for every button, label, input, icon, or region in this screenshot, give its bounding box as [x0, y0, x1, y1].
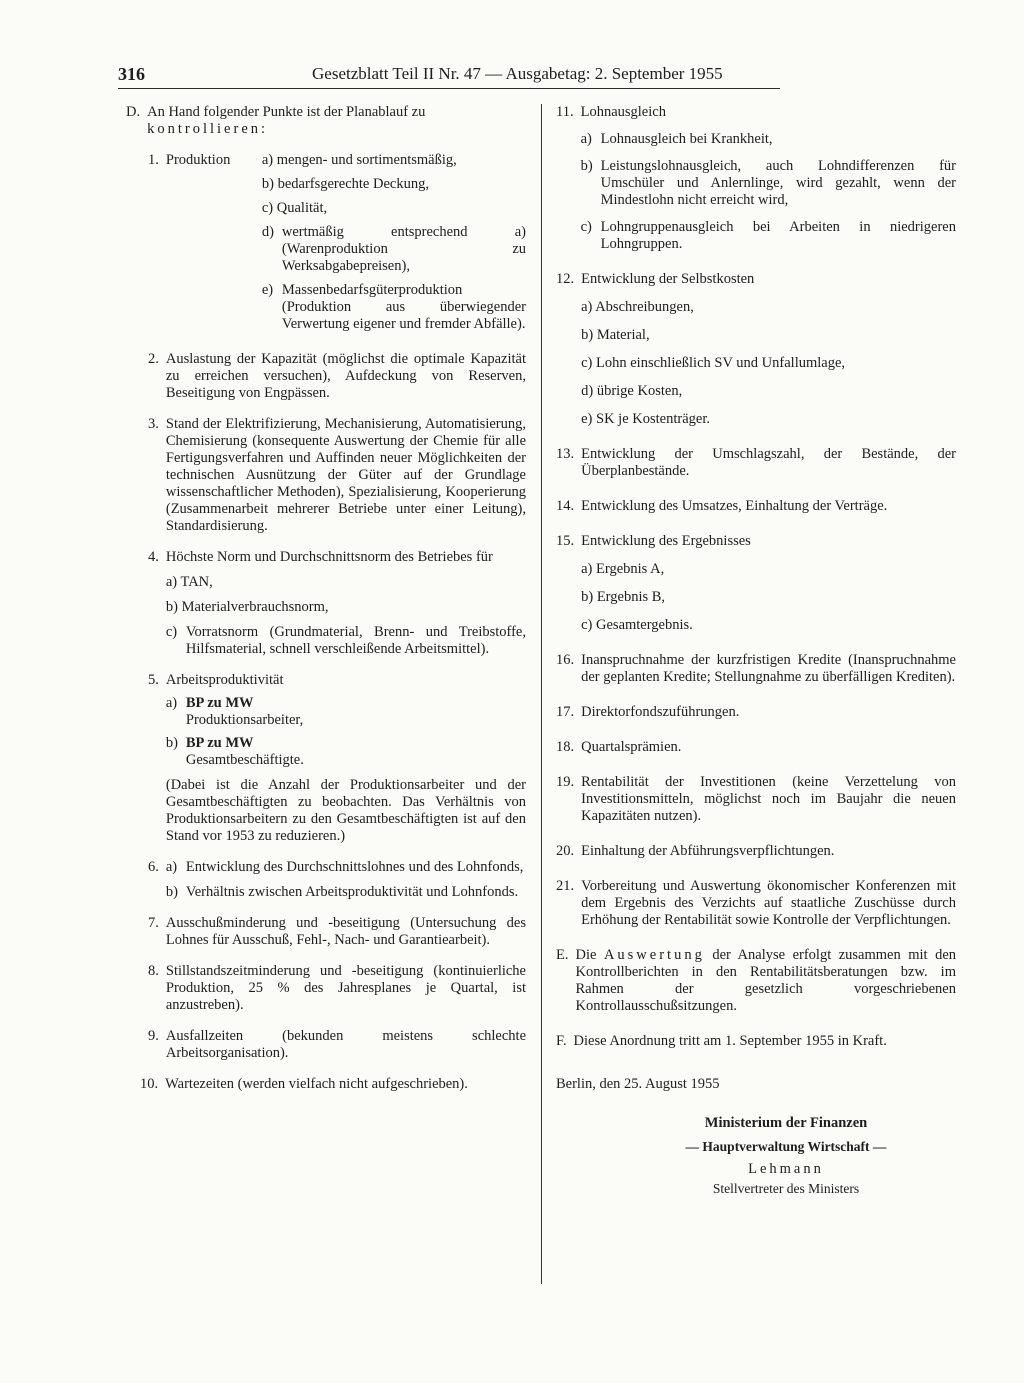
item-19	[556, 774, 956, 825]
section-e	[556, 947, 956, 1015]
item-6	[126, 859, 526, 901]
item-20	[556, 843, 956, 860]
item-19-text: Rentabilität der Investitionen (keine Verzettelung von Investitionsmitteln, möglichst noch im Baujahr die neuen Kapazitäten nutzen).	[581, 774, 956, 824]
signature-ministry: Ministerium der Finanzen	[704, 1115, 868, 1131]
page-number: 316	[118, 64, 145, 84]
section-e-lead: Die	[575, 947, 597, 963]
section-e-label: E.	[556, 947, 569, 963]
item-15-b: b) Ergebnis B,	[581, 589, 666, 605]
item-18	[556, 739, 956, 756]
item-21-text: Vorbereitung und Auswertung ökonomischer Konferenzen mit dem Ergebnis des Verzichts auf staatliche Zuschüsse durch Erhöhung der Rentabilität sowie Kontrolle der Verpflichtungen.	[581, 878, 956, 928]
item-16-number: 16.	[556, 652, 575, 668]
item-1-e-label: e)	[261, 282, 274, 298]
item-5-b-text: Gesamtbeschäftigte.	[185, 752, 304, 768]
item-6-a: Entwicklung des Durchschnittslohnes und des Lohnfonds,	[185, 859, 524, 875]
item-1-number: 1.	[148, 152, 159, 168]
item-9	[126, 1028, 526, 1062]
signature-name: Lehmann	[748, 1161, 824, 1177]
item-8-number: 8.	[148, 963, 159, 979]
item-11-b-label: b)	[580, 158, 593, 174]
item-1-b: b) bedarfsgerechte Deckung,	[261, 176, 429, 192]
item-12-c: c) Lohn einschließlich SV und Unfallumlage,	[581, 355, 846, 371]
item-1	[126, 152, 526, 333]
item-12-e: e) SK je Kostenträger.	[581, 411, 710, 427]
item-20-number: 20.	[556, 843, 575, 859]
item-9-number: 9.	[148, 1028, 159, 1044]
item-7-text: Ausschußminderung und -beseitigung (Untersuchung des Lohnes für Ausschuß, Fehl-, Nach- und Garantiearbeit).	[165, 915, 526, 948]
item-1-e: Massenbedarfsgüterproduktion (Produktion aus überwiegender Verwertung eigener und fremder Abfälle).	[281, 282, 526, 332]
item-5-b-label: b)	[165, 735, 178, 751]
item-3-text: Stand der Elektrifizierung, Mechanisierung, Automatisierung, Chemisierung (konsequente Auswertung der Chemie für alle Fertigungsverfahren und Auffinden neuer Möglichkeiten der technischen Ausnützung der Güter auf der Grundlage wissenschaftlicher Methoden), Spezialisierung, Kooperierung (Zusammenarbeit mehrerer Betriebe unter einer Leitung), Standardisierung.	[165, 416, 526, 534]
section-d-intro-line2: kontrollieren:	[147, 121, 269, 137]
item-12-d: d) übrige Kosten,	[581, 383, 683, 399]
item-4-text: Höchste Norm und Durchschnittsnorm des Betriebes für	[165, 549, 493, 565]
item-5-b-ratio: BP zu MW	[185, 735, 254, 751]
item-19-number: 19.	[556, 774, 575, 790]
item-11-number: 11.	[556, 104, 574, 120]
section-d-intro	[126, 104, 526, 138]
item-4-c-label: c)	[165, 624, 178, 640]
item-11	[556, 104, 956, 253]
item-6-b: Verhältnis zwischen Arbeitsproduktivität und Lohnfonds.	[185, 884, 519, 900]
signature-block	[556, 1115, 956, 1197]
item-4-number: 4.	[148, 549, 159, 565]
section-f-text: Diese Anordnung tritt am 1. September 1955 in Kraft.	[573, 1033, 887, 1049]
item-17-text: Direktorfondszuführungen.	[581, 704, 740, 720]
signature-department: — Hauptverwaltung Wirtschaft —	[685, 1139, 887, 1154]
item-11-a: Lohnausgleich bei Krankheit,	[600, 131, 773, 147]
item-10	[126, 1076, 526, 1093]
item-5-text: Arbeitsproduktivität	[165, 672, 284, 688]
item-15	[556, 533, 956, 634]
item-1-d: wertmäßig entsprechend a) (Warenproduktion zu Werksabgabepreisen),	[281, 224, 526, 274]
section-f-label: F.	[556, 1033, 567, 1049]
item-3-number: 3.	[148, 416, 159, 432]
item-5-a-ratio: BP zu MW	[185, 695, 254, 711]
item-5-a-text: Produktionsarbeiter,	[185, 712, 304, 728]
item-20-text: Einhaltung der Abführungsverpflichtungen.	[581, 843, 835, 859]
item-7	[126, 915, 526, 949]
item-12-title: Entwicklung der Selbstkosten	[581, 271, 755, 287]
page-header	[118, 62, 780, 89]
section-e-text: der Analyse erfolgt zusammen mit den Kontrollberichten in den Rentabilitätsberatungen bzw. im Rahmen der gesetzlich vorgeschriebenen Kontrollausschußsitzungen.	[575, 947, 957, 1014]
item-10-text: Wartezeiten (werden vielfach nicht aufgeschrieben).	[165, 1076, 468, 1092]
section-d-intro-line1: An Hand folgender Punkte ist der Planablauf zu	[147, 104, 426, 120]
item-4-c: Vorratsnorm (Grundmaterial, Brenn- und Treibstoffe, Hilfsmaterial, schnell verschleißende Arbeitsmittel).	[185, 624, 526, 657]
item-6-a-label: a)	[165, 859, 178, 875]
item-12	[556, 271, 956, 428]
signature-role: Stellvertreter des Ministers	[712, 1181, 860, 1196]
item-5-note: (Dabei ist die Anzahl der Produktionsarbeiter und der Gesamtbeschäftigten zu beobachten. Das Verhältnis von Produktionsarbeitern zu den Gesamtbeschäftigten ist auf den Stand vor 1953 zu reduzieren.)	[165, 777, 526, 844]
item-4	[126, 549, 526, 658]
item-15-title: Entwicklung des Ergebnisses	[581, 533, 751, 549]
item-13	[556, 446, 956, 480]
item-6-number: 6.	[148, 859, 159, 875]
item-1-title: Produktion	[165, 152, 231, 168]
item-11-title: Lohnausgleich	[580, 104, 666, 120]
item-9-text: Ausfallzeiten (bekunden meistens schlechte Arbeitsorganisation).	[165, 1028, 526, 1061]
item-13-text: Entwicklung der Umschlagszahl, der Bestände, der Überplanbestände.	[581, 446, 956, 479]
item-15-a: a) Ergebnis A,	[581, 561, 665, 577]
item-14	[556, 498, 956, 515]
item-10-number: 10.	[140, 1076, 159, 1092]
item-12-a: a) Abschreibungen,	[581, 299, 694, 315]
item-4-b: b) Materialverbrauchsnorm,	[165, 599, 329, 615]
item-16-text: Inanspruchnahme der kurzfristigen Kredite (Inanspruchnahme der geplanten Kredite; Stellungnahme zu überfälligen Krediten).	[581, 652, 956, 685]
item-2-number: 2.	[148, 351, 159, 367]
item-14-number: 14.	[556, 498, 575, 514]
item-11-b: Leistungslohnausgleich, auch Lohndifferenzen für Umschüler und Anlernlinge, wird gezahlt, wenn der Mindestlohn nicht erreicht wird,	[600, 158, 956, 208]
item-7-number: 7.	[148, 915, 159, 931]
item-5	[126, 672, 526, 845]
item-2-text: Auslastung der Kapazität (möglichst die optimale Kapazität zu erreichen versuchen), Aufdeckung von Reserven, Beseitigung von Engpässen.	[165, 351, 526, 401]
item-18-number: 18.	[556, 739, 575, 755]
right-column	[556, 104, 956, 1197]
item-13-number: 13.	[556, 446, 575, 462]
item-2	[126, 351, 526, 402]
item-15-number: 15.	[556, 533, 575, 549]
section-e-spaced-word: Auswertung	[603, 947, 705, 963]
item-1-a: a) mengen- und sortimentsmäßig,	[261, 152, 457, 168]
item-5-a-label: a)	[165, 695, 178, 711]
item-17-number: 17.	[556, 704, 575, 720]
item-1-d-label: d)	[261, 224, 274, 240]
item-11-c: Lohngruppenausgleich bei Arbeiten in niedrigeren Lohngruppen.	[600, 219, 956, 252]
item-16	[556, 652, 956, 686]
column-divider	[541, 104, 542, 1284]
item-17	[556, 704, 956, 721]
item-6-b-label: b)	[165, 884, 178, 900]
item-21-number: 21.	[556, 878, 575, 894]
section-d-label: D.	[126, 104, 141, 120]
left-column	[126, 104, 526, 1093]
date-line: Berlin, den 25. August 1955	[556, 1076, 720, 1092]
header-title: Gesetzblatt Teil II Nr. 47 — Ausgabetag: 2. September 1955	[312, 64, 723, 83]
item-11-a-label: a)	[580, 131, 592, 147]
item-4-a: a) TAN,	[165, 574, 213, 590]
item-14-text: Entwicklung des Umsatzes, Einhaltung der Verträge.	[581, 498, 888, 514]
item-21	[556, 878, 956, 929]
item-18-text: Quartalsprämien.	[581, 739, 682, 755]
item-12-number: 12.	[556, 271, 575, 287]
item-11-c-label: c)	[580, 219, 592, 235]
item-15-c: c) Gesamtergebnis.	[581, 617, 693, 633]
item-1-c: c) Qualität,	[261, 200, 328, 216]
item-8	[126, 963, 526, 1014]
section-f	[556, 1033, 956, 1050]
item-12-b: b) Material,	[581, 327, 650, 343]
item-5-number: 5.	[148, 672, 159, 688]
item-3	[126, 416, 526, 535]
item-8-text: Stillstandszeitminderung und -beseitigung (kontinuierliche Produktion, 25 % des Jahresplanes je Quartal, ist anzustreben).	[165, 963, 526, 1013]
